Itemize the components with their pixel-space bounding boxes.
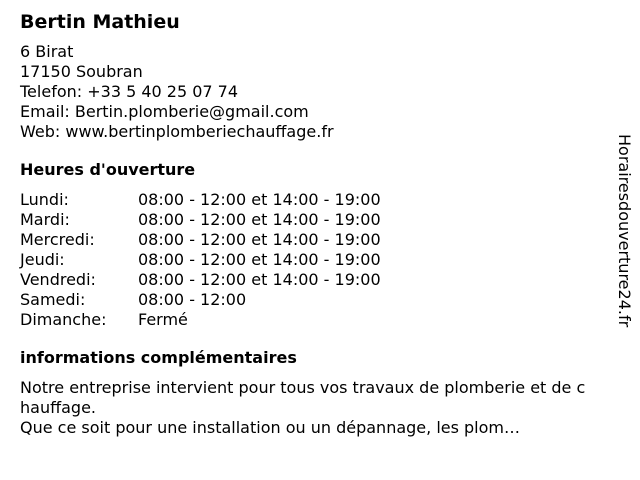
hours-time: 08:00 - 12:00 [138,290,247,309]
hours-day: Mardi: [20,210,70,229]
site-watermark: Horairesdouverture24.fr [615,134,634,328]
hours-time: Fermé [138,310,188,329]
business-name: Bertin Mathieu [20,11,180,33]
email-line: Email: Bertin.plomberie@gmail.com [20,102,309,121]
hours-row-monday [20,190,640,210]
hours-time: 08:00 - 12:00 et 14:00 - 19:00 [138,210,381,229]
address-street: 6 Birat [20,42,74,61]
hours-row-thursday [20,250,640,270]
hours-time: 08:00 - 12:00 et 14:00 - 19:00 [138,250,381,269]
hours-row-wednesday [20,230,640,250]
additional-info-line-1: Notre entreprise intervient pour tous vos travaux de plomberie et de c [20,378,586,397]
opening-hours-title: Heures d'ouverture [20,160,196,179]
opening-hours-list [20,190,640,330]
hours-day: Mercredi: [20,230,95,249]
business-card [20,10,640,438]
phone-line: Telefon: +33 5 40 25 07 74 [20,82,239,101]
hours-time: 08:00 - 12:00 et 14:00 - 19:00 [138,190,381,209]
additional-info-title: informations complémentaires [20,348,297,367]
hours-time: 08:00 - 12:00 et 14:00 - 19:00 [138,270,381,289]
hours-day: Lundi: [20,190,69,209]
hours-day: Dimanche: [20,310,107,329]
additional-info-line-2: hauffage. [20,398,96,417]
additional-info-line-3: Que ce soit pour une installation ou un dépannage, les plom… [20,418,520,437]
hours-row-saturday [20,290,640,310]
hours-row-sunday [20,310,640,330]
address-city: 17150 Soubran [20,62,143,81]
hours-day: Samedi: [20,290,86,309]
hours-day: Vendredi: [20,270,96,289]
website-line: Web: www.bertinplomberiechauffage.fr [20,122,334,141]
hours-row-tuesday [20,210,640,230]
hours-row-friday [20,270,640,290]
hours-time: 08:00 - 12:00 et 14:00 - 19:00 [138,230,381,249]
hours-day: Jeudi: [20,250,65,269]
